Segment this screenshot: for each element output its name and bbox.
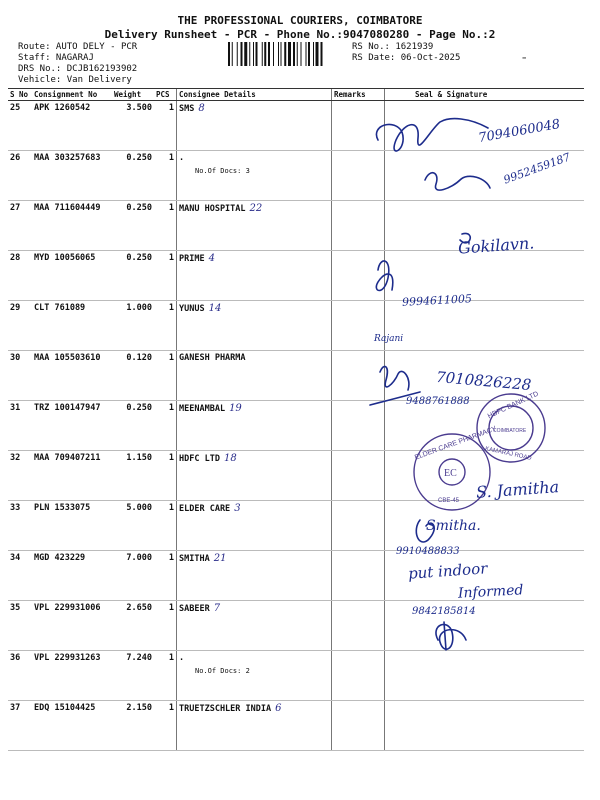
row-consignee-name: SMS [179, 104, 195, 114]
row-sno: 26 [8, 151, 32, 201]
row-sno: 32 [8, 451, 32, 501]
row-pcs: 1 [154, 701, 177, 751]
row-consignment-no: VPL 229931006 [32, 601, 112, 651]
row-consignment-no: MAA 711604449 [32, 201, 112, 251]
row-pcs: 1 [154, 101, 177, 151]
signature-scribble-25 [376, 119, 488, 151]
row-pcs: 1 [154, 301, 177, 351]
row-consignment-no: MAA 105503610 [32, 351, 112, 401]
row-handwritten-number: 6 [275, 703, 282, 714]
row-handwritten-number: 4 [208, 253, 215, 264]
row-consignee-name: MANU HOSPITAL [179, 204, 246, 214]
row-handwritten-number: 7 [213, 603, 221, 614]
handwritten-phone-6: 9910488833 [396, 546, 460, 557]
row-consignee-name: GANESH PHARMA [179, 353, 246, 363]
row-consignment-no: TRZ 100147947 [32, 401, 112, 451]
handwritten-phone-4: 7010826228 [435, 367, 533, 395]
row-pcs: 1 [154, 201, 177, 251]
row-weight: 0.250 [112, 401, 154, 451]
rs-date: RS Date: 06-Oct-2025 [352, 53, 461, 63]
row-consignee-name: PRIME [179, 254, 205, 264]
row-weight: 3.500 [112, 101, 154, 151]
runsheet-title: Delivery Runsheet - PCR - Phone No.:9047080280 - Page No.:2 [104, 28, 496, 41]
row-handwritten-number: 3 [234, 503, 241, 514]
row-consignee-name: ELDER CARE [179, 504, 231, 514]
row-sno: 30 [8, 351, 32, 401]
row-weight: 0.250 [112, 251, 154, 301]
rs-number: RS No.: 1621939 [352, 42, 434, 52]
handwritten-sig-smitha: Smitha. [426, 518, 481, 534]
row-consignee-name: MEENAMBAL [179, 404, 226, 414]
row-consignment-no: PLN 1533075 [32, 501, 112, 551]
drs-number: DRS No.: DCJB162193902 [18, 64, 138, 74]
row-consignee-name: . [179, 653, 185, 663]
col-pcs: PCS [154, 89, 177, 101]
row-consignee-name: TRUETZSCHLER INDIA [179, 704, 272, 714]
row-pcs: 1 [154, 551, 177, 601]
signature-scribble-37 [436, 622, 466, 650]
row-handwritten-number: 21 [213, 553, 227, 564]
company-title: THE PROFESSIONAL COURIERS, COIMBATORE [177, 14, 423, 27]
row-consignee-name: YUNUS [179, 304, 205, 314]
row-weight: 0.250 [112, 201, 154, 251]
row-pcs: 1 [154, 501, 177, 551]
col-sno: S No [8, 89, 32, 101]
row-sno: 28 [8, 251, 32, 301]
row-pcs: 1 [154, 151, 177, 201]
signature-scribble-27 [425, 173, 490, 190]
row-sno: 34 [8, 551, 32, 601]
row-consignment-no: MYD 10056065 [32, 251, 112, 301]
route-label: Route: AUTO DELY - PCR [18, 42, 138, 52]
col-consignment: Consignment No [32, 89, 112, 101]
handwritten-remark-informed: Informed [457, 582, 524, 602]
row-consignee-name: SMITHA [179, 554, 210, 564]
handwritten-phone-7: 9842185814 [412, 606, 476, 617]
handwritten-sig-jamitha: S. Jamitha [475, 477, 560, 502]
row-sno: 35 [8, 601, 32, 651]
corner-tick-mark: - [520, 50, 529, 66]
row-consignee-name: HDFC LTD [179, 454, 220, 464]
row-sno: 37 [8, 701, 32, 751]
eldercare-stamp-ring-text: ELDER CARE PHARMACY [413, 425, 498, 462]
row-consignment-no: MAA 303257683 [32, 151, 112, 201]
row-consignment-no: CLT 761089 [32, 301, 112, 351]
row-consignment-no: VPL 229931263 [32, 651, 112, 701]
row-weight: 5.000 [112, 501, 154, 551]
hdfc-stamp-bottom-text: KAMARAJ ROAD [484, 446, 532, 462]
row-pcs: 1 [154, 451, 177, 501]
row-handwritten-number: 14 [208, 303, 222, 314]
row-handwritten-number: 18 [223, 453, 237, 464]
row-consignee-name: SABEER [179, 604, 210, 614]
col-weight: Weight [112, 89, 154, 101]
row-pcs: 1 [154, 401, 177, 451]
row-docs-count: No.Of Docs: 2 [195, 667, 250, 675]
row-consignment-no: APK 1260542 [32, 101, 112, 151]
row-pcs: 1 [154, 351, 177, 401]
row-consignee-name: . [179, 153, 185, 163]
row-weight: 7.240 [112, 651, 154, 701]
row-handwritten-number: 8 [198, 103, 205, 114]
handwritten-phone-3: 9994611005 [401, 292, 473, 309]
row-sno: 33 [8, 501, 32, 551]
row-sno: 27 [8, 201, 32, 251]
row-weight: 0.120 [112, 351, 154, 401]
handwritten-phone-1: 7094060048 [477, 116, 562, 147]
row-weight: 2.150 [112, 701, 154, 751]
col-remarks: Remarks [332, 89, 385, 101]
staff-label: Staff: NAGARAJ [18, 53, 94, 63]
eldercare-stamp-code-text: CBE-45 [438, 498, 460, 504]
row-pcs: 1 [154, 651, 177, 701]
hdfc-stamp [477, 391, 545, 462]
handwritten-sig-rajani: Rajani [374, 334, 404, 344]
row-weight: 1.150 [112, 451, 154, 501]
vehicle-label: Vehicle: Van Delivery [18, 75, 132, 85]
handwritten-phone-2: 9952459187 [501, 150, 573, 187]
row-consignment-no: MAA 709407211 [32, 451, 112, 501]
row-handwritten-number: 22 [249, 203, 263, 214]
handwritten-remark-put-indoor: put indoor [407, 559, 488, 583]
row-consignment-no: EDQ 15104425 [32, 701, 112, 751]
row-sno: 25 [8, 101, 32, 151]
row-weight: 7.000 [112, 551, 154, 601]
row-handwritten-number: 19 [229, 403, 242, 414]
row-docs-count: No.Of Docs: 3 [195, 167, 250, 175]
handwritten-sig-gokila: Gokilavn. [457, 233, 535, 258]
signature-scribble-29 [376, 261, 392, 291]
row-weight: 2.650 [112, 601, 154, 651]
row-sno: 36 [8, 651, 32, 701]
row-pcs: 1 [154, 251, 177, 301]
row-pcs: 1 [154, 601, 177, 651]
handwritten-phone-5: 9488761888 [406, 396, 470, 407]
row-sno: 29 [8, 301, 32, 351]
row-weight: 0.250 [112, 151, 154, 201]
row-sno: 31 [8, 401, 32, 451]
col-seal-signature: Seal & Signature [385, 89, 585, 101]
row-weight: 1.000 [112, 301, 154, 351]
eldercare-stamp-logo-text: EC [444, 468, 457, 479]
row-consignment-no: MGD 423229 [32, 551, 112, 601]
col-consignee: Consignee Details [177, 89, 332, 101]
hdfc-stamp-top-text: HDFC BANK LTD [486, 390, 540, 421]
hdfc-stamp-mid-text: COIMBATORE [493, 428, 527, 434]
